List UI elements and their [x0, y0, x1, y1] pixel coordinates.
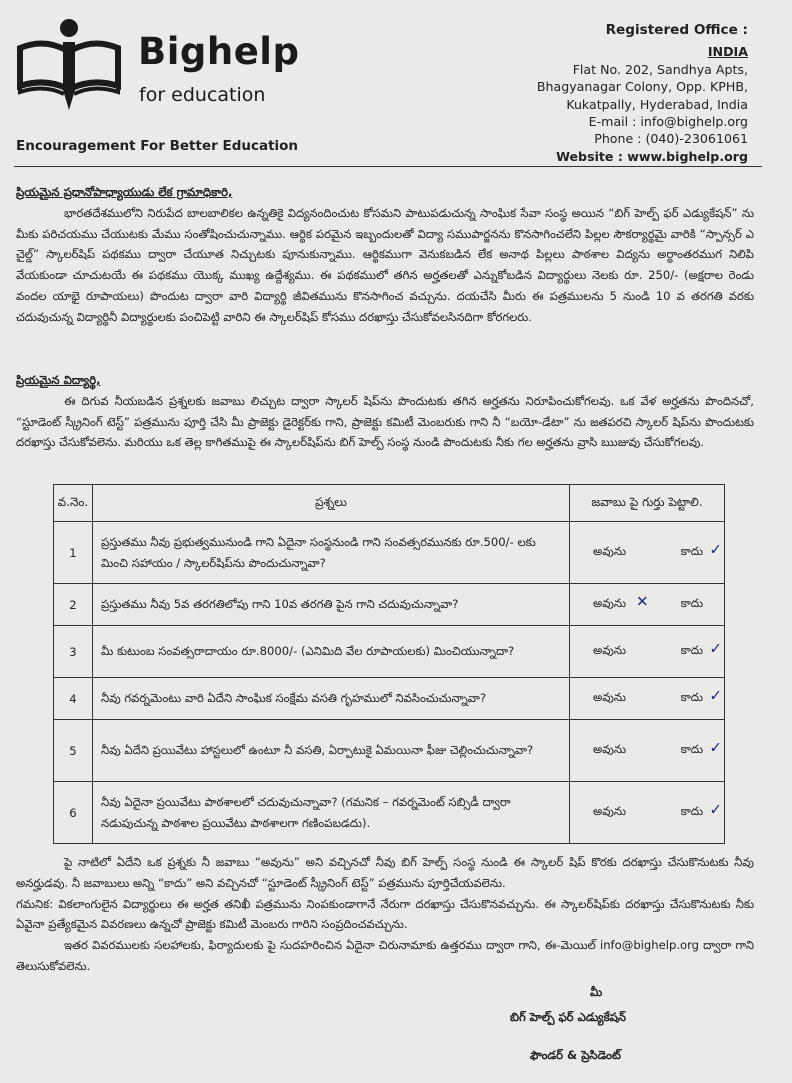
answer-no-option[interactable]: కాదు: [680, 804, 703, 818]
check-mark-icon: ✓: [709, 685, 722, 704]
check-mark-icon: ✓: [709, 638, 722, 657]
paragraph-student: ఈ దిగువ నీయబడిన ప్రశ్నలకు జవాబు లిచ్చుట ద్వారా స్కాలర్ షిప్‌ను పొందుటకు తగిన అర్హతను నిరూపించుకోగలవు. ఒక వేళ అర్హతను పొందినచో, “స్టూడెంట్ స్క్రీనింగ్ టెస్ట్” పత్రమును పూర్తి చేసి మీ ప్రాజెక్టు డైరెక్టర్‌కు గాని, ప్రాజెక్టు కమిటీ మెంబరుకు గాని నీ “బయో-డేటా” ను జతపరచి స్కాలర్ షిప్‌ను పొందుటకు దరఖాస్తు చేసుకోవలెను. మరియు ఒక తెల్ల కాగితముపై ఈ స్కాలర్‌షిప్‌ను బిగ్ హెల్ప్ సంస్థ నుండి పొందుటకు నీకు గల అర్హతను వ్రాసి ఋజువు చేసుకోగలవు.: [16, 393, 754, 450]
question-text: మీ కుటుంబ సంవత్సరాదాయం రూ.8000/- (ఎనిమిది వేల రూపాయలకు) మించియున్నాదా?: [93, 626, 570, 678]
signature-yours: మీ: [590, 985, 603, 999]
answer-no-option[interactable]: కాదు: [680, 643, 703, 657]
signature-organization: బిగ్ హెల్ప్ ఫర్ ఎడ్యుకేషన్: [510, 1010, 627, 1024]
paragraph-note: గమనిక: వికలాంగులైన విద్యార్థులు ఈ అర్హత తనిఖీ పత్రమును నింపకుండాగానే నేరుగా దరఖాస్తు చేసుకొనవచ్చును. ఈ స్కాలర్‌షిప్‌కు దరఖాస్తు చేసుకొనుటకు నీకు ఏవైనా ప్రత్యేకమైన వివరణలు ఉన్నచో ప్రాజెక్టు కమిటీ మెంబరు గారిని సంప్రదించవచ్చును.: [16, 896, 754, 932]
table-row: [54, 782, 725, 844]
salutation-student: ప్రియమైన విద్యార్థి,: [16, 373, 101, 387]
table-row: [54, 678, 725, 720]
table-header-row: [54, 485, 725, 522]
table-row: [54, 522, 725, 584]
office-phone: Phone : (040)-23061061: [594, 131, 748, 147]
signature-title: ఫౌండర్ & ప్రెసిడెంట్: [530, 1048, 621, 1062]
answer-yes-option[interactable]: అవును: [593, 742, 626, 756]
paragraph-contact: ఇతర వివరములకు సలహాలకు, ఫిర్యాదులకు పై సుదహరించిన ఏదైనా చిరునామాకు ఉత్తరము ద్వారా గాని, ఈ-మెయిల్ info@bighelp.org ద్వారా గాని తెలుసుకోవలెను.: [16, 938, 754, 973]
answer-yes-option[interactable]: అవును: [593, 643, 626, 657]
table-row: [54, 584, 725, 626]
answer-cell[interactable]: [570, 522, 725, 584]
address-line: Kukatpally, Hyderabad, India: [566, 96, 748, 112]
eligibility-table: [53, 484, 725, 844]
question-number: 2: [54, 584, 93, 626]
answer-yes-option[interactable]: అవును: [593, 596, 626, 610]
office-email: E-mail : info@bighelp.org: [588, 114, 748, 130]
answer-yes-option[interactable]: అవును: [593, 544, 626, 558]
answer-no-option[interactable]: కాదు: [680, 596, 703, 610]
question-number: 5: [54, 720, 93, 782]
paragraph-headmaster: భారతదేశములోని నిరుపేద బాలబాలికల ఉన్నతికై విద్యనందించుట కోసమని పాటుపడుచున్న సాంఘిక సేవా సంస్థ అయిన “బిగ్ హెల్ప్ ఫర్ ఎడ్యుకేషన్” ను మీకు పరిచయము చేయుటకు మేము సంతోషించుచున్నాము. ఆర్థిక పరమైన ఇబ్బందులతో విద్యా సముపార్జనను కొనసాగించలేని పిల్లల సౌకర్యార్థమై వారికి “స్పాన్సర్ ఎ చైల్డ్” స్కాలర్‌షిప్ పథకము ద్వారా చేయూత నిచ్చుటకు పూనుకున్నాము. ఆర్థికముగా వెనుకబడిన లేక అనాథ పిల్లలు పాఠశాల విద్యను అర్థాంతరముగ నిలిపి వేయకుండా చూచుటయే ఈ పథకము యొక్క ముఖ్య ఉద్దేశ్యము. ఈ పథకములో తగిన అర్హతలతో ఎన్నుకోబడిన విద్యార్థులు నెలకు రూ. 250/- (అక్షరాల రెండు వందల యాభై రూపాయలు) పొందుట ద్వారా వారి విద్యార్థి జీవితమును కొనసాగించ వచ్చును. దయచేసి మీరు ఈ పత్రములను 5 నుండి 10 వ తరగతి వరకు చదువుచున్న విద్యార్థినీ విద్యార్థులకు పంచిపెట్టి వారిని ఈ స్కాలర్‌షిప్ కోసము దరఖాస్తు చేసుకోవలసినదిగా కోరగలరు.: [16, 205, 754, 324]
question-text: ప్రస్తుతము నీవు 5వ తరగతిలోపు గాని 10వ తరగతి పైన గాని చదువుచున్నావా?: [93, 584, 570, 626]
answer-cell[interactable]: [570, 584, 725, 626]
address-line: Bhagyanagar Colony, Opp. KPHB,: [536, 79, 748, 95]
salutation-headmaster: ప్రియమైన ప్రధానోపాధ్యాయుడు లేక గ్రామాధికారి,: [16, 185, 233, 199]
answer-no-option[interactable]: కాదు: [680, 690, 703, 704]
table-row: [54, 626, 725, 678]
question-number: 1: [54, 522, 93, 584]
open-book-person-logo-icon: [14, 18, 124, 116]
question-text: నీవు ఏదైనా ప్రయివేటు పాఠశాలలో చదువుచున్నావా? (గమనిక – గవర్నమెంట్ సబ్సిడీ ద్వారా నడుపుచున్న పాఠశాల ప్రయివేటు పాఠశాలగా గణింపబడదు).: [93, 782, 570, 844]
column-header-number: వ.నెం.: [54, 485, 93, 522]
header-divider: [14, 166, 762, 167]
table-row: [54, 720, 725, 782]
answer-yes-option[interactable]: అవును: [593, 690, 626, 704]
answer-cell[interactable]: [570, 678, 725, 720]
tagline: Encouragement For Better Education: [16, 138, 299, 154]
question-text: నీవు ఏదేని ప్రయివేటు హాస్టలులో ఉంటూ నీ వసతి, ఏర్పాటుకై ఏమయినా ఫీజు చెల్లించుచున్నావా?: [93, 720, 570, 782]
closing-section: [16, 852, 754, 977]
question-number: 3: [54, 626, 93, 678]
student-section: [16, 370, 754, 453]
brand-subtitle: for education: [139, 84, 266, 106]
column-header-questions: ప్రశ్నలు: [93, 485, 570, 522]
headmaster-section: [16, 182, 754, 328]
check-mark-icon: ✓: [709, 737, 722, 756]
paragraph-eligibility-result: పై నాటిలో ఏదేని ఒక ప్రశ్నకు నీ జవాబు “అవును” అని వచ్చినచో నీవు బిగ్ హెల్ప్ సంస్థ నుండి ఈ స్కాలర్ షిప్ కొరకు దరఖాస్తు చేసుకొనుటకు నీవు అనర్హుడవు. నీ జవాబులు అన్ని “కాదు” అని వచ్చినచో “స్టూడెంట్ స్క్రీనింగ్ టెస్ట్” పత్రమును పూర్తిచేయవలెను.: [16, 855, 754, 890]
registered-office-block: [537, 22, 748, 165]
address-line: Flat No. 202, Sandhya Apts,: [572, 61, 748, 77]
column-header-answer: జవాబు పై గుర్తు పెట్టాలి.: [570, 485, 725, 522]
answer-no-option[interactable]: కాదు: [680, 742, 703, 756]
office-country: INDIA: [707, 44, 748, 60]
answer-cell[interactable]: [570, 782, 725, 844]
question-text: ప్రస్తుతము నీవు ప్రభుత్వమునుండి గాని ఏదైనా సంస్థనుండి గాని సంవత్సరమునకు రూ.500/- లకు మించి సహాయం / స్కాలర్‌షిప్‌ను పొందుచున్నావా?: [93, 522, 570, 584]
office-title: Registered Office :: [605, 22, 748, 38]
brand-name: Bighelp: [138, 30, 300, 73]
check-mark-icon: ✓: [709, 799, 722, 818]
answer-no-option[interactable]: కాదు: [680, 544, 703, 558]
answer-yes-option[interactable]: అవును: [593, 804, 626, 818]
question-number: 4: [54, 678, 93, 720]
answer-cell[interactable]: [570, 720, 725, 782]
question-text: నీవు గవర్నమెంటు వారి ఏదేని సాంఘిక సంక్షేమ వసతి గృహములో నివసించుచున్నావా?: [93, 678, 570, 720]
answer-cell[interactable]: [570, 626, 725, 678]
office-website: Website : www.bighelp.org: [556, 148, 748, 164]
cross-mark-icon: ✕: [636, 591, 649, 610]
check-mark-icon: ✓: [709, 539, 722, 558]
question-number: 6: [54, 782, 93, 844]
